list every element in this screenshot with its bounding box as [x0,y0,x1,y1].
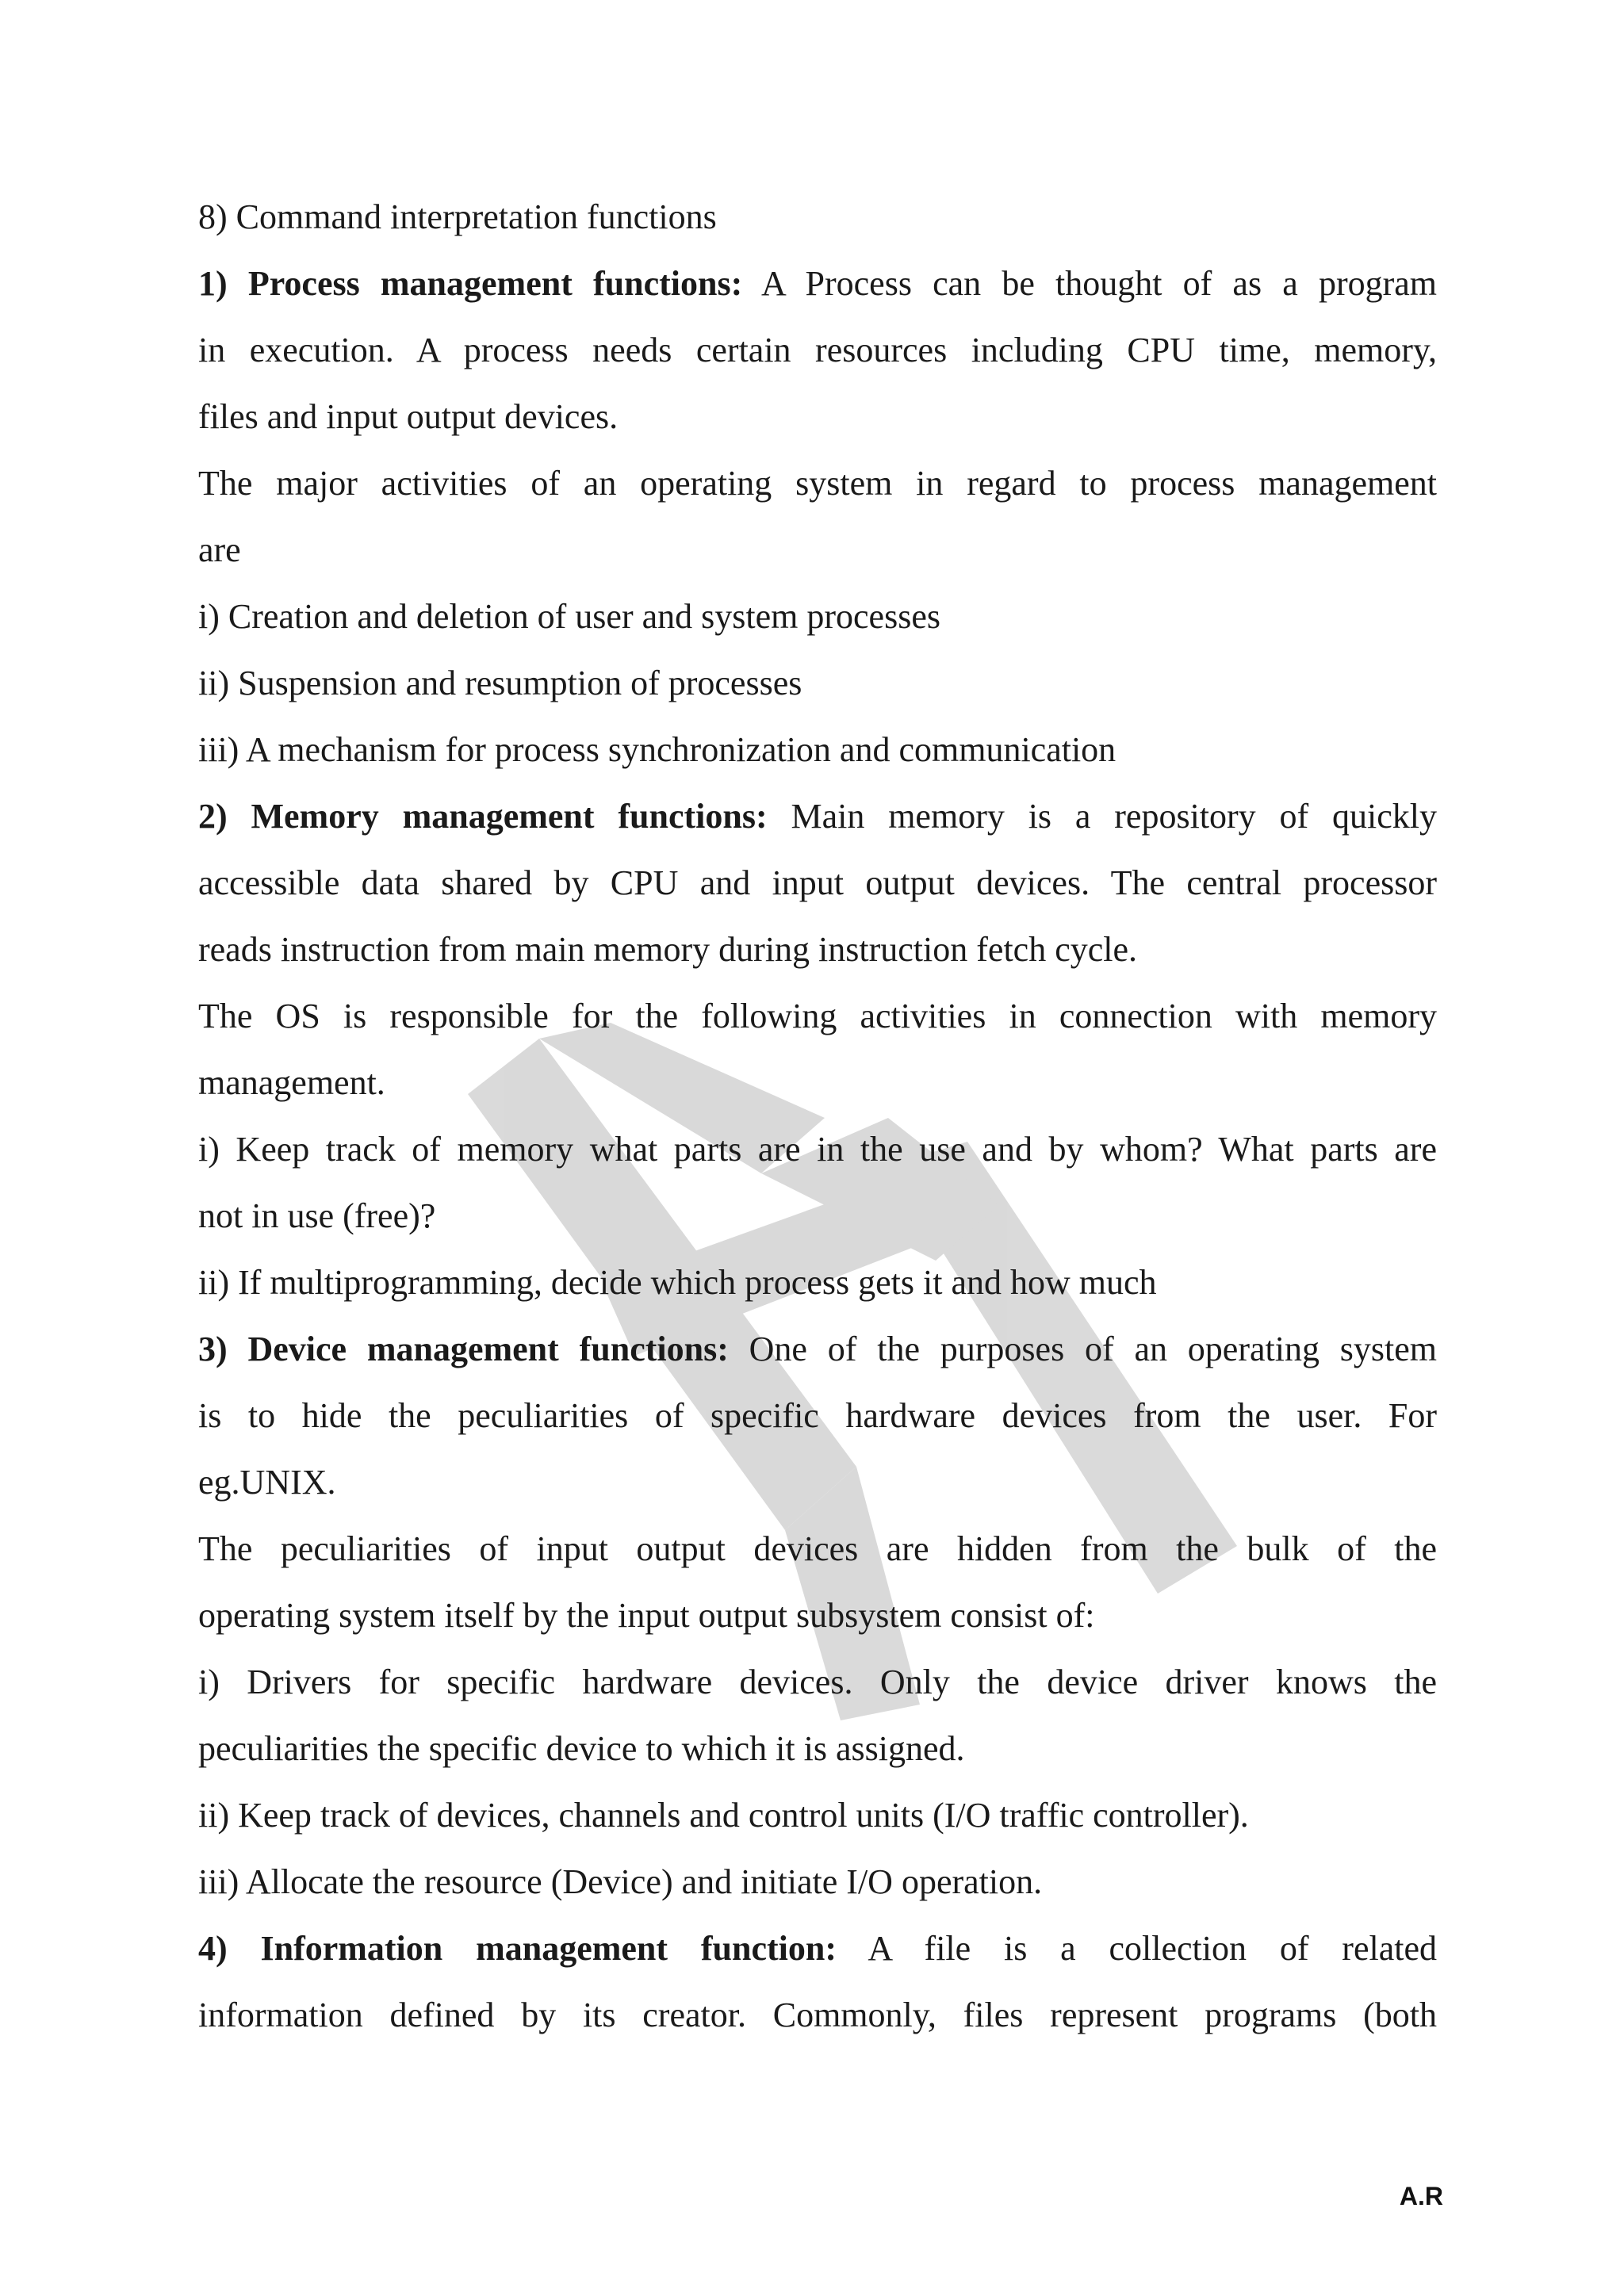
section-1-heading: 1) Process management functions: [198,264,743,303]
process-item-2: ii) Suspension and resumption of processes [198,664,802,702]
section-2-line-2: accessible data shared by CPU and input output devices. The central processor [198,863,1437,902]
process-item-3: iii) A mechanism for process synchronization and communication [198,730,1116,769]
section-2-line-3: reads instruction from main memory during instruction fetch cycle. [198,930,1138,969]
section-3-text: One of the purposes of an operating system [728,1330,1437,1368]
section-2-text: Main memory is a repository of quickly [767,797,1437,836]
device-item-1-line-2: peculiarities the specific device to which it is assigned. [198,1729,965,1768]
major-activities-line-2: are [198,530,241,569]
section-1-line-1 [198,258,1437,309]
os-responsibility-line-1: The OS is responsible for the following activities in connection with memory [198,997,1437,1035]
section-2-line-1 [198,791,1437,842]
section-2-heading: 2) Memory management functions: [198,797,768,836]
major-activities-line-1: The major activities of an operating system in regard to process management [198,464,1437,503]
peculiarities-line-2: operating system itself by the input output subsystem consist of: [198,1596,1095,1635]
section-4-text: A file is a collection of related [836,1929,1437,1968]
process-item-1: i) Creation and deletion of user and system processes [198,597,940,636]
section-1-line-3: files and input output devices. [198,397,619,436]
section-1-line-2: in execution. A process needs certain resources including CPU time, memory, [198,331,1437,369]
section-3-line-3: eg.UNIX. [198,1463,336,1502]
device-item-3: iii) Allocate the resource (Device) and initiate I/O operation. [198,1862,1043,1901]
section-3-heading: 3) Device management functions: [198,1330,729,1368]
memory-item-1-line-2: not in use (free)? [198,1196,436,1235]
section-4-line-1 [198,1923,1437,1974]
memory-item-2: ii) If multiprogramming, decide which process gets it and how much [198,1263,1157,1302]
os-responsibility-line-2: management. [198,1063,385,1102]
peculiarities-line-1: The peculiarities of input output devices are hidden from the bulk of the [198,1529,1437,1568]
device-item-2: ii) Keep track of devices, channels and control units (I/O traffic controller). [198,1796,1249,1835]
item-command-interpretation: 8) Command interpretation functions [198,197,717,236]
section-1-text: A Process can be thought of as a program [742,264,1437,303]
section-4-heading: 4) Information management function: [198,1929,837,1968]
section-4-line-2: information defined by its creator. Commonly, files represent programs (both [198,1996,1437,2034]
footer-author-mark: A.R [1399,2182,1443,2210]
section-3-line-2: is to hide the peculiarities of specific hardware devices from the user. For [198,1396,1437,1435]
section-3-line-1 [198,1324,1437,1375]
device-item-1-line-1: i) Drivers for specific hardware devices. Only the device driver knows the [198,1663,1437,1701]
memory-item-1-line-1: i) Keep track of memory what parts are in the use and by whom? What parts are [198,1130,1437,1169]
